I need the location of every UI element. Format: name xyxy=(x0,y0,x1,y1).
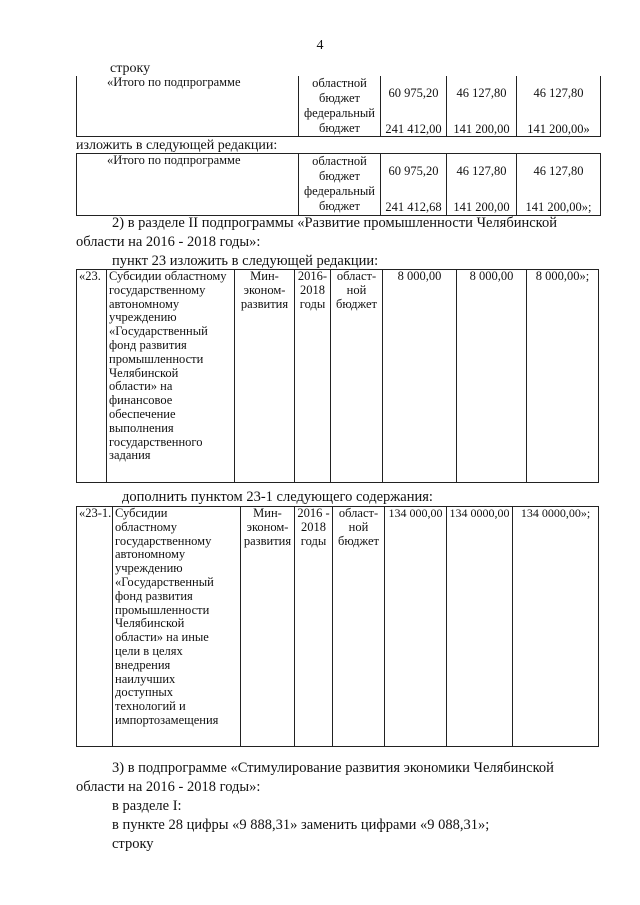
t2-value-col1: 60 975,20 241 412,68 xyxy=(381,154,447,216)
t3-value-2017: 8 000,00 xyxy=(457,270,527,483)
paragraph-punkt-23-1: дополнить пунктом 23-1 следующего содержания: xyxy=(122,489,433,505)
t1-value-col3: 46 127,80 141 200,00» xyxy=(517,76,601,137)
page-number: 4 xyxy=(316,38,324,53)
t3-executor: Мин- эконом- развития xyxy=(235,270,295,483)
paragraph-section-3-line2: области на 2016 - 2018 годы»: xyxy=(76,779,261,795)
table-total-new xyxy=(76,153,601,216)
t4-executor: Мин- эконом- развития xyxy=(241,507,295,747)
paragraph-izlozhit: изложить в следующей редакции: xyxy=(76,138,278,153)
t3-value-2016: 8 000,00 xyxy=(383,270,457,483)
t2-value-col3: 46 127,80 141 200,00»; xyxy=(517,154,601,216)
paragraph-punkt-28: в пункте 28 цифры «9 888,31» заменить цифрами «9 088,31»; xyxy=(112,817,490,833)
paragraph-stroku-end: строку xyxy=(112,836,154,852)
t4-num: «23-1. xyxy=(77,507,113,747)
t1-name: «Итого по подпрограмме xyxy=(77,76,299,137)
table-punkt-23-1 xyxy=(76,506,599,747)
paragraph-section-3-line1: 3) в подпрограмме «Стимулирование развития экономики Челябинской xyxy=(112,760,554,776)
table-total-old xyxy=(76,76,601,137)
paragraph-stroku: строку xyxy=(110,61,151,76)
t4-description: Субсидии областному государственному автономному учреждению «Государственный фонд развития промышленности Челябинской области» на иные цели в целях внедрения наилучших доступных технологий и импортозамещения xyxy=(113,507,241,747)
t4-value-2016: 134 000,00 xyxy=(385,507,447,747)
t3-value-2018: 8 000,00»; xyxy=(527,270,599,483)
paragraph-section-2-line1: 2) в разделе II подпрограммы «Развитие промышленности Челябинской xyxy=(112,215,557,231)
t4-value-2017: 134 0000,00 xyxy=(447,507,513,747)
t4-years: 2016 - 2018 годы xyxy=(295,507,333,747)
t4-value-2018: 134 0000,00»; xyxy=(513,507,599,747)
t2-name: «Итого по подпрограмме xyxy=(77,154,299,216)
t2-value-col2: 46 127,80 141 200,00 xyxy=(447,154,517,216)
t3-description: Субсидии областному государственному автономному учреждению «Государственный фонд развития промышленности Челябинской области» на финансовое обеспечение выполнения государственного задания xyxy=(107,270,235,483)
table-punkt-23 xyxy=(76,269,599,483)
t4-source: област- ной бюджет xyxy=(333,507,385,747)
t1-sources: областной бюджет федеральный бюджет xyxy=(299,76,381,137)
t1-value-col1: 60 975,20 241 412,00 xyxy=(381,76,447,137)
t2-sources: областной бюджет федеральный бюджет xyxy=(299,154,381,216)
t3-source: област- ной бюджет xyxy=(331,270,383,483)
paragraph-punkt-23: пункт 23 изложить в следующей редакции: xyxy=(112,253,379,269)
t3-years: 2016- 2018 годы xyxy=(295,270,331,483)
paragraph-section-2-line2: области на 2016 - 2018 годы»: xyxy=(76,234,261,250)
t1-value-col2: 46 127,80 141 200,00 xyxy=(447,76,517,137)
t3-num: «23. xyxy=(77,270,107,483)
paragraph-razdel-1: в разделе I: xyxy=(112,798,182,814)
